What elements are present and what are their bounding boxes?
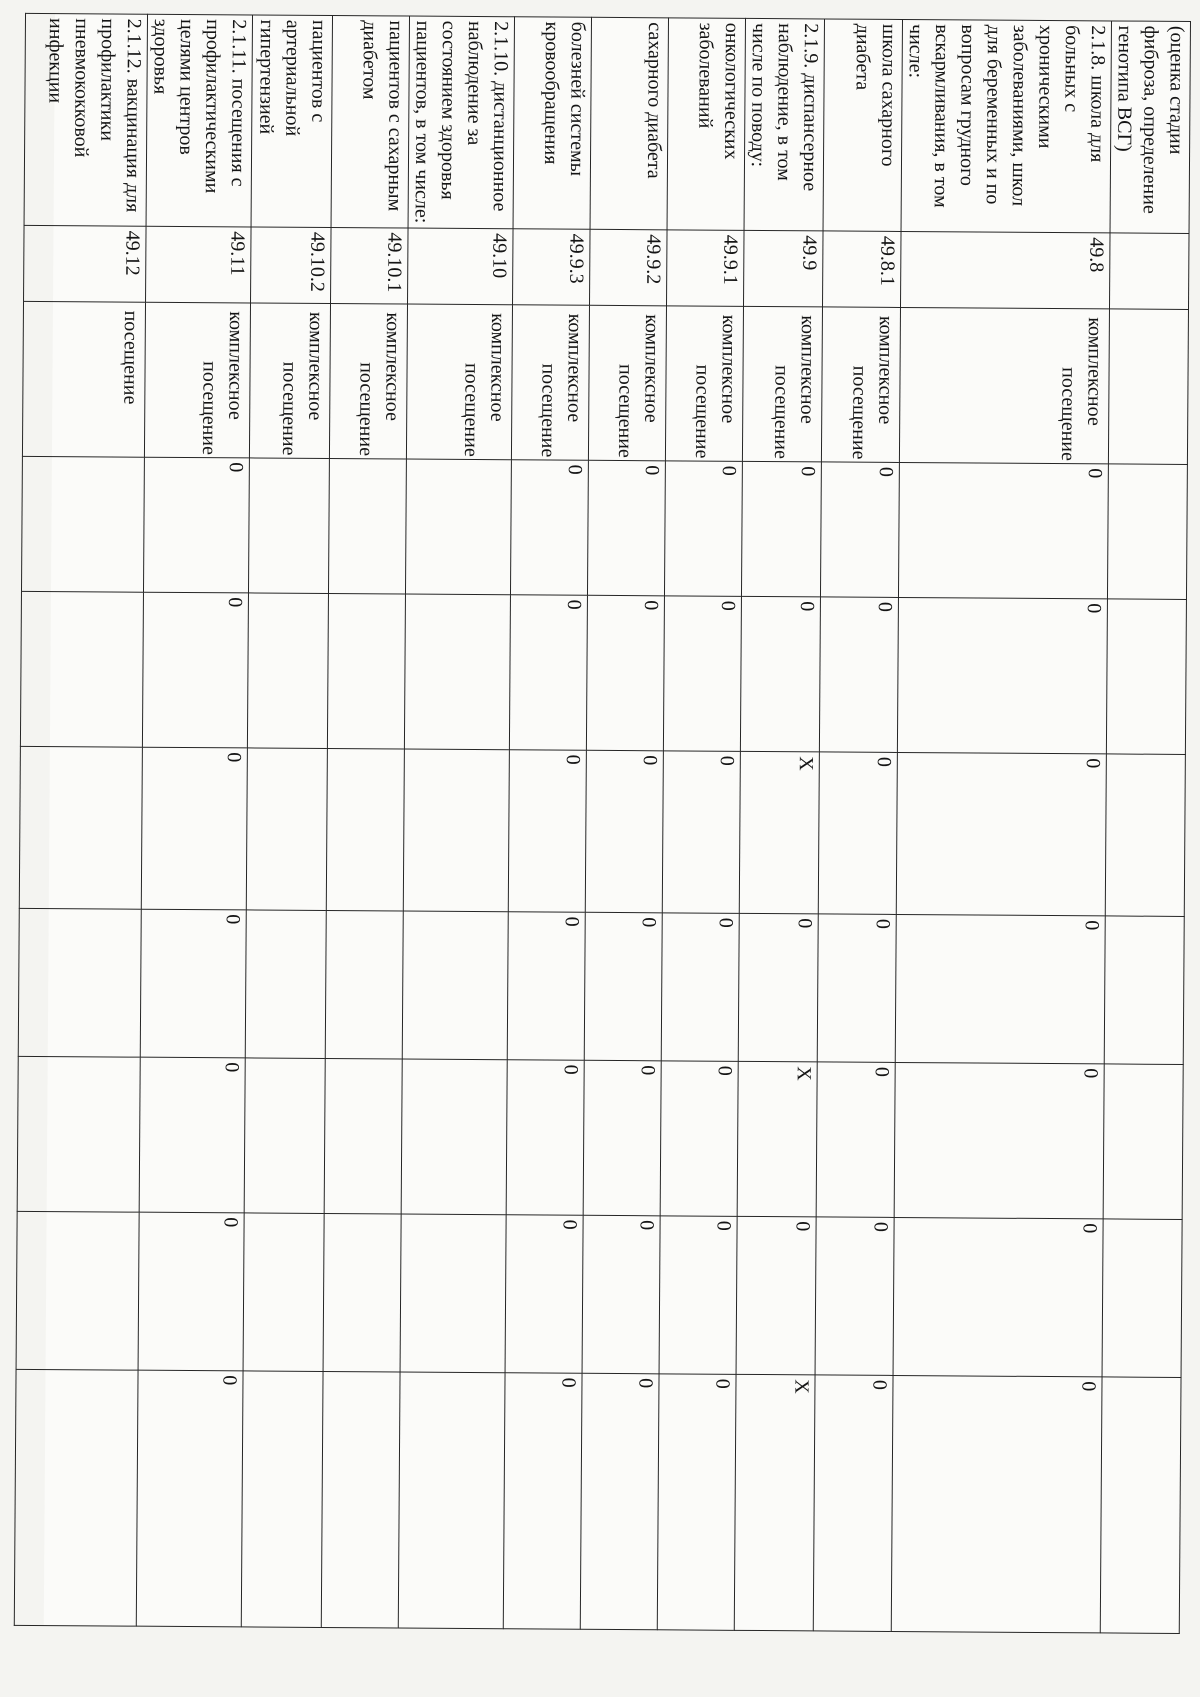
- value-cell: 0: [505, 1215, 583, 1374]
- value-cell: 0: [508, 750, 586, 913]
- value-cell: [324, 1058, 402, 1214]
- value-cell: [404, 594, 510, 750]
- value-cell: 0: [898, 462, 1108, 598]
- row-code: 49.10: [408, 228, 514, 305]
- value-cell: 0: [139, 1057, 245, 1213]
- row-description: пациентов с сахарным диабетом: [331, 16, 409, 229]
- unit-line-1: комплексное: [224, 311, 247, 420]
- value-cell: [21, 456, 144, 592]
- value-cell: X: [739, 751, 819, 914]
- row-unit: [406, 304, 512, 460]
- row-unit: [588, 305, 666, 461]
- unit-line-1: комплексное: [874, 315, 897, 425]
- value-cell: 0: [586, 595, 664, 751]
- value-cell: [402, 911, 508, 1060]
- value-cell: 0: [584, 912, 662, 1061]
- value-cell: 0: [585, 750, 663, 913]
- value-cell: 0: [657, 1374, 736, 1631]
- table-row: [136, 14, 252, 1627]
- unit-line-1: комплексное: [796, 315, 819, 424]
- row-description: (оценка стадии фиброза, определение генотипа ВСГ): [1110, 21, 1190, 234]
- value-cell: [18, 908, 141, 1057]
- value-cell: 0: [661, 913, 739, 1062]
- row-code: 49.9: [743, 230, 823, 307]
- value-cell: [1103, 1064, 1183, 1220]
- value-cell: 0: [816, 1062, 895, 1218]
- value-cell: 0: [142, 592, 248, 748]
- value-cell: [398, 1372, 505, 1629]
- value-cell: [1100, 1377, 1181, 1634]
- value-cell: [1102, 1219, 1182, 1378]
- unit-line-2: посещение: [459, 362, 483, 457]
- row-description: 2.1.8. школа для больных с хроническими заболеваниями, школ для беременных и по вопросам грудного вскармливания, в том числе:: [901, 19, 1111, 232]
- value-cell: [401, 1059, 507, 1215]
- value-cell: [244, 1058, 325, 1214]
- value-cell: [326, 748, 404, 911]
- row-description: 2.1.12. вакцинация для профилактики пневмококковой инфекции: [24, 13, 147, 226]
- value-cell: 0: [891, 1375, 1102, 1632]
- row-unit: [22, 301, 145, 457]
- value-cell: 0: [136, 1370, 243, 1627]
- value-cell: 0: [506, 1060, 584, 1216]
- table-row: [503, 17, 591, 1629]
- value-cell: [325, 910, 403, 1059]
- unit-line-2: посещение: [1056, 367, 1080, 461]
- row-unit: [1108, 309, 1188, 465]
- report-table: [14, 13, 1191, 1634]
- value-cell: 0: [896, 752, 1106, 915]
- table-row: [580, 17, 668, 1629]
- unit-line-1: комплексное: [640, 314, 663, 423]
- value-cell: 0: [895, 914, 1105, 1063]
- unit-line-1: комплексное: [381, 312, 404, 421]
- value-cell: 0: [664, 461, 742, 597]
- row-code: 49.9.3: [513, 229, 591, 306]
- value-cell: 0: [662, 751, 740, 914]
- table-row: [813, 19, 902, 1632]
- table-body: [14, 13, 1190, 1633]
- value-cell: X: [737, 1061, 817, 1217]
- value-cell: 0: [587, 460, 665, 596]
- value-cell: 0: [659, 1216, 737, 1375]
- table-row: [657, 18, 745, 1630]
- value-cell: [19, 746, 142, 909]
- value-cell: 0: [813, 1375, 893, 1632]
- value-cell: 0: [660, 1061, 738, 1217]
- table-row: [1100, 21, 1190, 1634]
- row-code: 49.8: [900, 231, 1110, 308]
- value-cell: [20, 591, 143, 747]
- value-cell: 0: [815, 1217, 894, 1376]
- row-description: 2.1.11. посещения с профилактическими целями центров здоровья: [146, 14, 252, 227]
- value-cell: 0: [893, 1217, 1103, 1376]
- value-cell: X: [734, 1374, 815, 1631]
- table-row: [241, 15, 332, 1628]
- row-description: 2.1.9. диспансерное наблюдение, в том числе по поводу:: [744, 18, 824, 231]
- table-row: [398, 16, 514, 1629]
- value-cell: 0: [818, 752, 897, 915]
- value-cell: 0: [507, 912, 585, 1061]
- value-cell: [403, 749, 509, 912]
- value-cell: 0: [817, 914, 896, 1063]
- value-cell: [400, 1214, 506, 1373]
- row-code: 49.12: [24, 225, 147, 302]
- rotated-document-page: [44, 13, 1191, 1633]
- unit-line-1: комплексное: [1083, 317, 1106, 426]
- unit-line-2: посещение: [613, 363, 637, 458]
- value-cell: [323, 1213, 401, 1372]
- value-cell: 0: [663, 596, 741, 752]
- value-cell: 0: [143, 457, 249, 593]
- unit-line-2: посещение: [769, 365, 793, 459]
- value-cell: 0: [503, 1373, 582, 1630]
- unit-line-1: комплексное: [717, 314, 740, 424]
- value-cell: 0: [894, 1062, 1104, 1218]
- unit-line-1: посещение: [119, 310, 142, 405]
- value-cell: 0: [820, 462, 899, 598]
- row-unit: [144, 302, 250, 458]
- value-cell: 0: [510, 460, 588, 596]
- value-cell: [16, 1211, 139, 1370]
- value-cell: 0: [583, 1060, 661, 1216]
- row-unit: [821, 307, 900, 463]
- unit-line-2: посещение: [354, 362, 378, 457]
- table-row: [891, 19, 1111, 1632]
- row-description: 2.1.10. дистанционное наблюдение за состоянием здоровья пациентов, в том числе:: [408, 16, 514, 229]
- value-cell: [1105, 754, 1185, 917]
- row-description: болезней системы кровообращения: [513, 17, 591, 230]
- row-unit: [249, 303, 330, 459]
- row-code: [1109, 233, 1189, 310]
- value-cell: 0: [582, 1215, 660, 1374]
- unit-line-2: посещение: [690, 364, 714, 459]
- value-cell: [17, 1056, 140, 1212]
- row-code: 49.11: [146, 226, 252, 303]
- value-cell: [328, 458, 406, 594]
- value-cell: 0: [740, 596, 820, 752]
- row-description: онкологических заболеваний: [667, 18, 745, 231]
- row-unit: [665, 306, 743, 462]
- value-cell: 0: [141, 747, 247, 910]
- row-unit: [511, 305, 589, 461]
- table-row: [321, 16, 409, 1628]
- value-cell: 0: [736, 1216, 816, 1375]
- value-cell: [245, 910, 326, 1059]
- value-cell: 0: [138, 1212, 244, 1371]
- value-cell: [1104, 916, 1184, 1065]
- unit-line-1: комплексное: [486, 313, 509, 422]
- value-cell: [246, 748, 327, 911]
- value-cell: [327, 593, 405, 749]
- row-description: школа сахарного диабета: [823, 19, 902, 232]
- row-code: 49.9.2: [590, 229, 668, 306]
- table-row: [14, 13, 147, 1626]
- value-cell: 0: [738, 913, 818, 1062]
- row-code: 49.9.1: [666, 230, 744, 307]
- value-cell: [243, 1213, 324, 1372]
- unit-line-1: комплексное: [563, 313, 586, 423]
- unit-line-2: посещение: [277, 361, 301, 456]
- unit-line-2: посещение: [536, 363, 560, 458]
- value-cell: 0: [897, 597, 1107, 753]
- table-row: [734, 18, 824, 1631]
- value-cell: [248, 458, 329, 594]
- row-unit: [899, 307, 1109, 463]
- value-cell: [405, 459, 511, 595]
- value-cell: [321, 1371, 400, 1628]
- value-cell: [241, 1371, 323, 1628]
- row-code: 49.10.1: [331, 228, 409, 305]
- row-description: сахарного диабета: [590, 17, 668, 230]
- row-unit: [329, 303, 407, 459]
- row-code: 49.10.2: [251, 227, 332, 304]
- value-cell: 0: [580, 1373, 659, 1630]
- row-unit: [742, 306, 822, 462]
- value-cell: 0: [509, 595, 587, 751]
- row-description: пациентов с артериальной гипертензией: [251, 15, 332, 228]
- value-cell: 0: [819, 597, 898, 753]
- row-code: 49.8.1: [822, 231, 901, 308]
- value-cell: 0: [741, 461, 821, 597]
- value-cell: [14, 1369, 138, 1626]
- unit-line-1: комплексное: [304, 311, 327, 421]
- value-cell: [1107, 464, 1187, 600]
- value-cell: 0: [140, 909, 246, 1058]
- value-cell: [1106, 599, 1186, 755]
- value-cell: [247, 593, 328, 749]
- unit-line-2: посещение: [197, 361, 221, 455]
- unit-line-2: посещение: [847, 365, 871, 460]
